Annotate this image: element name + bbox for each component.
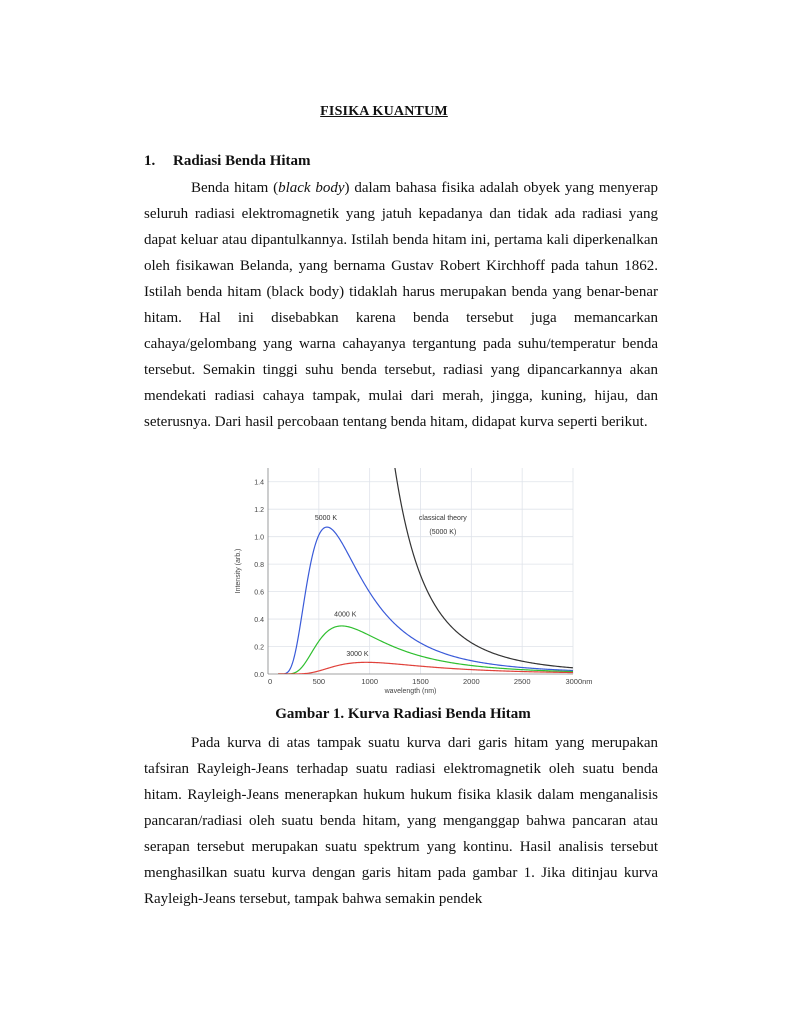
y-tick-label: 0.2 — [254, 644, 264, 652]
y-tick-label: 0.0 — [254, 672, 264, 679]
chart-svg — [226, 460, 593, 700]
paragraph-1-start: Benda hitam ( — [191, 180, 279, 196]
paragraph-1 — [144, 175, 658, 435]
x-tick-label: 1000 — [361, 677, 379, 686]
x-tick-label: 2000 — [462, 677, 480, 686]
paragraph-1-rest: ) dalam bahasa fisika adalah obyek yang menyerap seluruh radiasi elektromagnetik yang jatuh kepadanya dan tidak ada radiasi yang dapat keluar atau dipantulkannya. Istilah benda hitam ini, pertama kali diperkenalkan oleh fisikawan Belanda, yang bernama Gustav Robert Kirchhoff pada tahun 1862. Istilah benda hitam (black body) tidaklah harus merupakan benda yang benar-benar hitam. Hal ini disebabkan karena benda tersebut juga memancarkan cahaya/gelombang yang warna cahayanya tergantung pada suhu/temperatur benda tersebut. Semakin tinggi suhu benda tersebut, radiasi yang dipancarkannya akan mendekati radiasi cahaya tampak, mulai dari merah, jingga, kuning, hijau, dan seterusnya. Dari hasil percobaan tentang benda hitam, didapat kurva seperti berikut. — [144, 180, 659, 430]
chart-annotation: (5000 K) — [429, 528, 457, 536]
chart-annotation: 4000 K — [334, 611, 357, 619]
chart-annotation: classical theory — [418, 515, 467, 523]
section-number: 1. — [144, 153, 156, 169]
x-tick-label: 500 — [312, 677, 326, 686]
chart-annotation: 5000 K — [314, 515, 338, 523]
y-tick-label: 1.0 — [254, 534, 264, 542]
section-title: Radiasi Benda Hitam — [173, 153, 311, 169]
series-line-5000-k — [278, 527, 573, 674]
x-tick-label: 3000nm — [565, 677, 593, 686]
paragraph-1-italic: black body — [278, 180, 345, 196]
x-tick-label: 0 — [268, 677, 273, 686]
x-tick-label: 1500 — [412, 677, 429, 686]
chart-annotation: 3000 K — [346, 651, 369, 659]
document-title: FISIKA KUANTUM — [320, 104, 448, 119]
section-heading — [144, 153, 311, 170]
y-tick-label: 0.6 — [254, 589, 264, 597]
figure-caption: Gambar 1. Kurva Radiasi Benda Hitam — [275, 706, 531, 722]
blackbody-chart — [226, 460, 593, 700]
y-axis-label: Intensity (arb.) — [235, 548, 242, 594]
y-tick-label: 0.8 — [254, 562, 264, 570]
x-axis-label: wavelength (nm) — [384, 688, 437, 695]
y-tick-label: 1.4 — [254, 479, 264, 487]
y-tick-label: 1.2 — [254, 507, 264, 515]
paragraph-2: Pada kurva di atas tampak suatu kurva dari garis hitam yang merupakan tafsiran Rayleigh-Jeans terhadap suatu radiasi elektromagnetik oleh suatu benda hitam. Rayleigh-Jeans menerapkan hukum hukum fisika klasik dalam menganalisis pancaran/radiasi oleh suatu benda hitam, yang menganggap bahwa pancaran atau serapan tersebut merupakan suatu spektrum yang kontinu. Hasil analisis tersebut menghasilkan suatu kurva dengan garis hitam pada gambar 1. Jika ditinjau kurva Rayleigh-Jeans tersebut, tampak bahwa semakin pendek — [144, 735, 658, 907]
y-tick-label: 0.4 — [254, 617, 264, 625]
x-tick-label: 2500 — [513, 677, 531, 686]
